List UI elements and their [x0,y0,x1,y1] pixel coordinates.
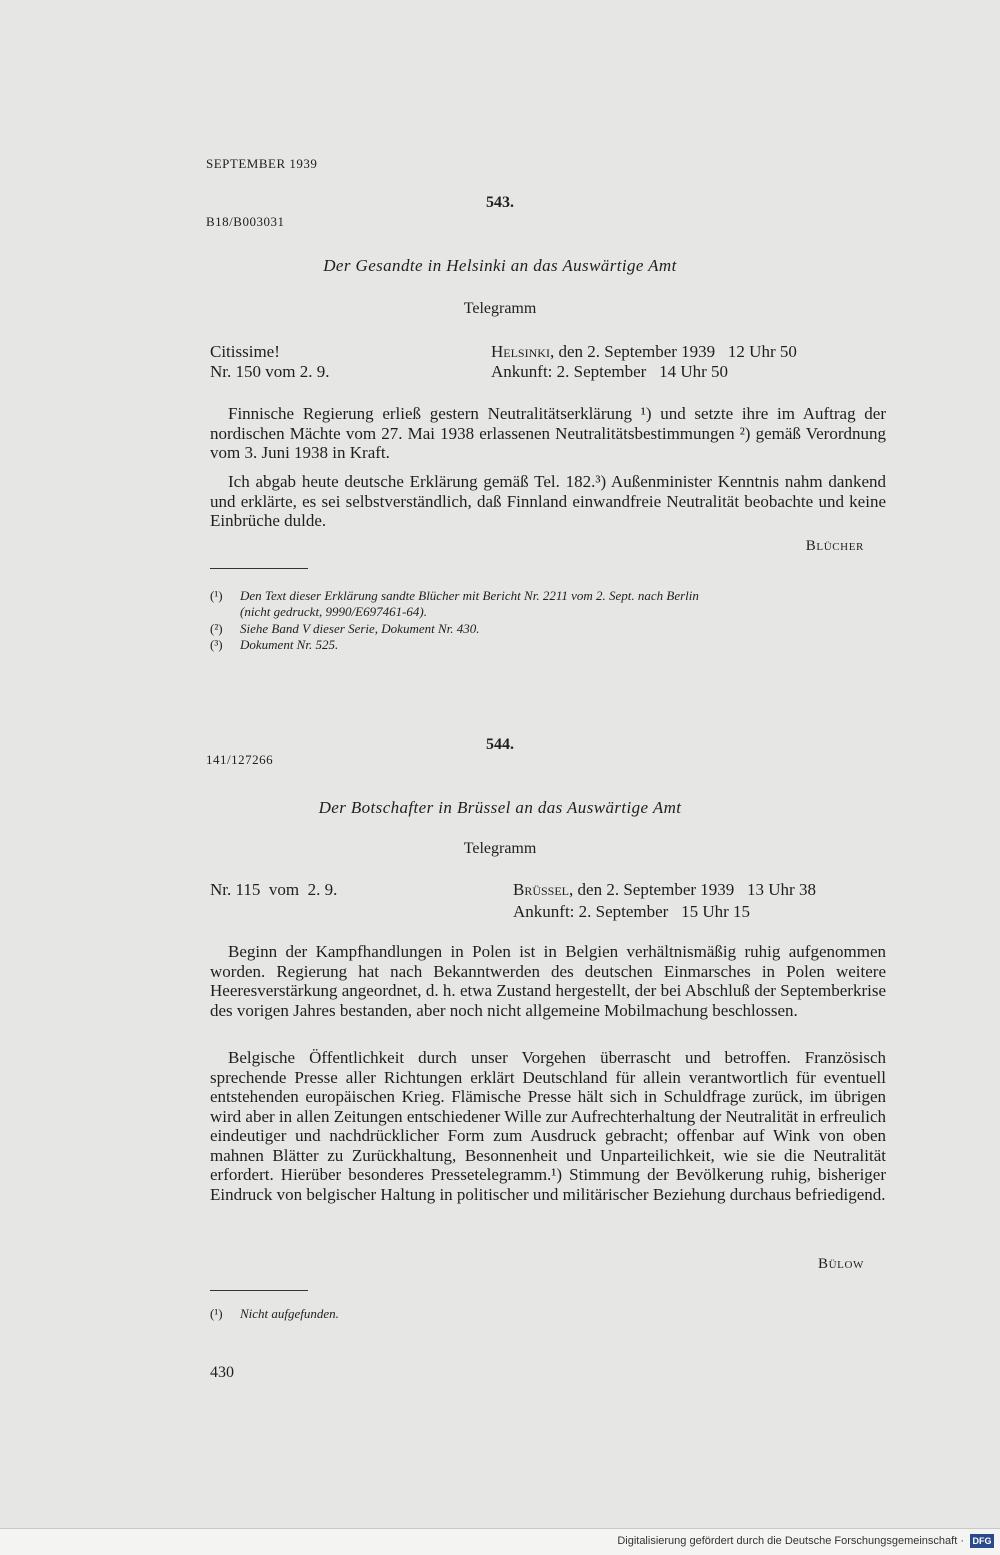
doc-543-date: , den 2. September 1939 12 Uhr 50 [549,342,797,361]
doc-544-footnote-1 [210,1306,339,1322]
doc-544-dateline [513,880,816,900]
footnote-text: Den Text dieser Erklärung sandte Blücher mit Bericht Nr. 2211 vom 2. Sept. nach Berlin [240,588,699,603]
doc-544-arrival: Ankunft: 2. September 15 Uhr 15 [513,902,751,921]
running-head: SEPTEMBER 1939 [206,156,318,171]
footer-credit: Digitalisierung gefördert durch die Deutsche Forschungsgemeinschaft · [617,1535,964,1547]
doc-544-place: Brüssel [513,880,570,899]
doc-543-paragraph-1: Finnische Regierung erließ gestern Neutralitätserklärung ¹) und setzte ihre im Auftrag der nordischen Mächte vom 27. Mai 1938 erlassenen Neutralitätsbestimmungen ²) gemäß Verordnung vom 3. Juni 1938 in Kraft. [210,404,886,462]
footnote-text: Nicht aufgefunden. [240,1306,339,1321]
footnote-divider [210,568,308,569]
doc-544-date: , den 2. September 1939 13 Uhr 38 [569,880,816,899]
doc-543-footnote-1 [210,588,699,620]
doc-544-paragraph-2: Belgische Öffentlichkeit durch unser Vorgehen überrascht und betroffen. Französisch sprechende Presse aller Richtungen erklärt Deutschland für allein verantwortlich für eventuell entstehenden europäischen Krieg. Flämische Presse hält sich in Schuldfrage zurück, im übrigen wird aber in allen Zeitungen entschiedener Wille zur Aufrechterhaltung der Neutralität in erfreulich eindeutiger und nachdrücklicher Form zum Ausdruck gebracht; offenbar auf Wink von oben mahnen Blätter zu Zurückhaltung, Besonnenheit und Unparteilichkeit, wie sie die Neutralität erfordert. Hierüber besonderes Pressetelegramm.¹) Stimmung der Bevölkerung ruhig, bisheriger Eindruck von belgischer Haltung in politischer und militärischer Beziehung durchaus befriedigend. [210,1048,886,1204]
doc-543-number: 543. [486,194,514,211]
footnote-marker: (³) [210,637,223,652]
page-number: 430 [210,1364,234,1381]
footnote-text: Dokument Nr. 525. [240,637,339,652]
doc-543-telegram-number: Nr. 150 vom 2. 9. [210,362,330,381]
doc-543-footnote-2 [210,621,480,637]
doc-543-signature: Blücher [805,538,864,554]
dfg-logo-icon[interactable]: DFG [970,1534,994,1548]
doc-544-signature: Bülow [818,1256,864,1272]
footnote-marker: (²) [210,621,223,636]
footnote-text: Siehe Band V dieser Serie, Dokument Nr. 430. [240,621,480,636]
doc-543-type: Telegramm [463,300,537,317]
doc-543-reference: B18/B003031 [206,214,285,229]
doc-543-title: Der Gesandte in Helsinki an das Auswärtige Amt [323,256,677,275]
footer-bar [0,1528,1000,1555]
footnote-divider [210,1290,308,1291]
footnote-marker: (¹) [210,588,223,603]
footnote-marker: (¹) [210,1306,223,1321]
doc-543-footnote-3 [210,637,338,653]
doc-543-place: Helsinki [491,342,550,361]
doc-543-priority: Citissime! [210,342,280,361]
doc-543-arrival: Ankunft: 2. September 14 Uhr 50 [491,362,729,381]
doc-544-paragraph-1: Beginn der Kampfhandlungen in Polen ist in Belgien verhältnismäßig ruhig aufgenommen worden. Regierung hat nach Bekanntwerden des deutschen Einmarsches in Polen weitere Heeresverstärkung angeordnet, d. h. etwa Zustand hergestellt, der bei Abschluß der Septemberkrise des vorigen Jahres bestanden, aber noch nicht allgemeine Mobilmachung beschlossen. [210,942,886,1020]
doc-544-type: Telegramm [463,840,537,857]
doc-544-title: Der Botschafter in Brüssel an das Auswärtige Amt [318,798,682,817]
doc-544-number: 544. [486,736,514,753]
footnote-text-cont: (nicht gedruckt, 9990/E697461-64). [240,604,428,619]
doc-544-reference: 141/127266 [206,752,274,767]
doc-543-dateline [491,342,797,362]
doc-544-telegram-number: Nr. 115 vom 2. 9. [210,880,338,899]
doc-543-paragraph-2: Ich abgab heute deutsche Erklärung gemäß Tel. 182.³) Außenminister Kenntnis nahm dankend und erklärte, es sei selbstverständlich, daß Finnland einwandfreie Neutralität beobachte und keine Einbrüche dulde. [210,472,886,530]
